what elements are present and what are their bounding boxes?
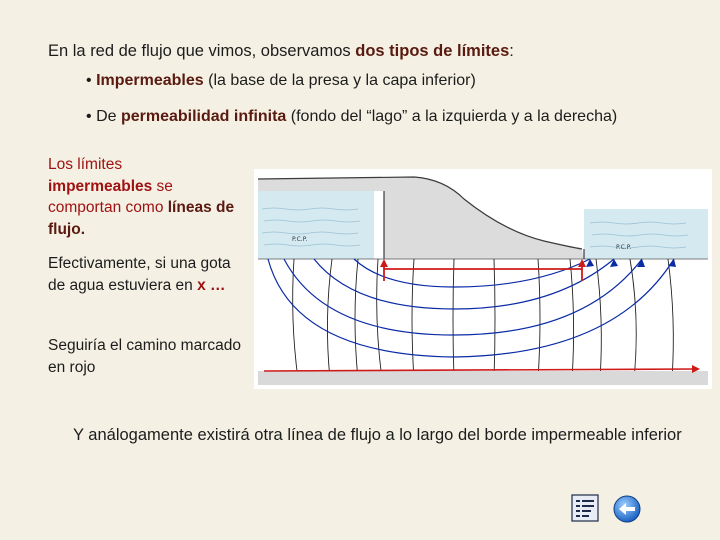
right-water-label: P.C.P.	[616, 244, 632, 251]
intro-text	[48, 40, 688, 62]
side-paragraph-limits	[48, 154, 248, 240]
bullet-highlight: permeabilidad infinita	[120, 108, 287, 125]
side-highlight-flow-lines: líneas de flujo.	[48, 199, 235, 238]
intro-suffix: :	[509, 42, 514, 60]
bullet-impermeables	[86, 71, 706, 91]
back-arrow-icon[interactable]	[612, 494, 642, 524]
bullet-permeabilidad	[86, 107, 706, 127]
side-highlight-impermeables: impermeables	[48, 177, 153, 195]
intro-prefix: En la red de flujo que vimos, observamos	[48, 42, 356, 60]
bullet-marker: •	[86, 108, 92, 125]
left-water	[258, 191, 374, 259]
side-text: Los límites	[48, 156, 123, 173]
flow-net-diagram	[254, 169, 712, 389]
side-text: Seguiría el camino marcado en rojo	[48, 337, 241, 376]
bullet-lead: De	[96, 108, 121, 125]
bottom-paragraph: Y análogamente existirá otra línea de flujo a lo largo del borde impermeable inferior	[73, 426, 682, 444]
side-text: Efectivamente, si una gota de agua estuviera en	[48, 255, 231, 294]
impermeable-layer	[258, 371, 708, 385]
left-water-label: P.C.P.	[292, 236, 308, 243]
side-x-marker: x …	[197, 276, 226, 294]
bullet-marker: •	[86, 72, 92, 89]
bullet-rest: (la base de la presa y la capa inferior)	[203, 72, 476, 89]
side-text: se comportan como	[48, 177, 173, 216]
intro-highlight: dos tipos de límites	[355, 42, 510, 60]
bullet-rest: (fondo del “lago” a la izquierda y a la derecha)	[286, 108, 618, 125]
side-paragraph-path	[48, 335, 248, 378]
list-icon-graphic	[571, 494, 599, 522]
bullet-highlight: Impermeables	[96, 72, 204, 89]
back-arrow-graphic	[612, 494, 642, 524]
side-paragraph-drop	[48, 253, 248, 296]
list-icon[interactable]	[571, 494, 599, 522]
